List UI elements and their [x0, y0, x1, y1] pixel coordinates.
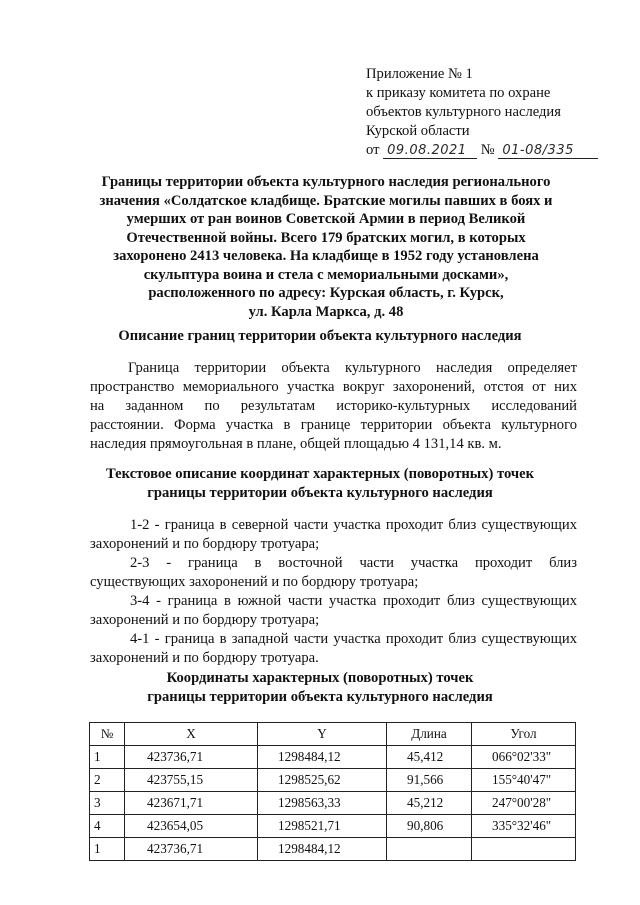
appendix-line: к приказу комитета по охране: [366, 85, 551, 101]
paragraph-line: пространство мемориального участка вокруг захоронений, отстоя от них: [90, 379, 577, 395]
title-line: ул. Карла Маркса, д. 48: [248, 303, 404, 320]
table-row: [90, 838, 576, 861]
section-heading: [64, 465, 576, 503]
title-line: Отечественной войны. Всего 179 братских могил, в которых: [126, 229, 526, 246]
paragraph-line: захоронений и по бордюру тротуара;: [90, 612, 320, 628]
paragraph-line: захоронений и по бордюру тротуара.: [90, 650, 319, 666]
column-header: Угол: [472, 723, 576, 746]
title-line: умерших от ран воинов Советской Армии в период Великой: [126, 211, 526, 227]
paragraph-line: 4-1 - граница в западной части участка проходит близ существующих: [130, 631, 577, 647]
column-header: Y: [258, 723, 387, 746]
paragraph-line: Граница территории объекта культурного наследия определяет: [128, 360, 577, 376]
title-line: расположенного по адресу: Курская область, г. Курск,: [148, 285, 504, 301]
order-date-number: [366, 141, 616, 160]
cell-point: 4: [90, 815, 125, 838]
column-header: X: [125, 723, 258, 746]
cell-x: 423654,05: [125, 815, 258, 838]
document-title: [84, 173, 568, 321]
heading-line: Координаты характерных (поворотных) точек: [166, 670, 474, 686]
section-heading: [64, 327, 576, 346]
cell-point: 1: [90, 746, 125, 769]
cell-length: 90,806: [387, 815, 472, 838]
cell-length: 45,412: [387, 746, 472, 769]
cell-x: 423755,15: [125, 769, 258, 792]
points-description: [90, 516, 577, 668]
title-line: значения «Солдатское кладбище. Братские могилы павших в боях и: [99, 192, 553, 209]
cell-length: [387, 838, 472, 861]
cell-angle: 247°00'28": [472, 792, 576, 815]
boundary-description: [90, 359, 577, 454]
appendix-line: Приложение № 1: [366, 66, 473, 82]
paragraph-line: 3-4 - граница в южной части участка проходит близ существующих: [130, 593, 577, 609]
cell-length: 91,566: [387, 769, 472, 792]
cell-length: 45,212: [387, 792, 472, 815]
heading-line: Описание границ территории объекта культурного наследия: [118, 328, 522, 344]
title-line: Границы территории объекта культурного наследия регионального: [101, 174, 551, 190]
heading-line: границы территории объекта культурного наследия: [147, 485, 493, 501]
table-row: [90, 792, 576, 815]
cell-x: 423736,71: [125, 746, 258, 769]
appendix-line: Курской области: [366, 123, 470, 139]
cell-y: 1298484,12: [258, 746, 387, 769]
column-header: Длина: [387, 723, 472, 746]
cell-angle: 335°32'46": [472, 815, 576, 838]
cell-angle: 066°02'33": [472, 746, 576, 769]
cell-point: 2: [90, 769, 125, 792]
table-row: [90, 746, 576, 769]
cell-y: 1298525,62: [258, 769, 387, 792]
column-header: №: [90, 723, 125, 746]
cell-y: 1298521,71: [258, 815, 387, 838]
paragraph-line: 2-3 - граница в восточной части участка проходит близ: [130, 555, 577, 571]
paragraph-line: захоронений и по бордюру тротуара;: [90, 536, 320, 552]
cell-angle: [472, 838, 576, 861]
appendix-line: объектов культурного наследия: [366, 104, 561, 120]
cell-x: 423736,71: [125, 838, 258, 861]
date-prefix: от: [366, 142, 380, 158]
paragraph-line: 1-2 - граница в северной части участка проходит близ существующих: [130, 517, 577, 533]
heading-line: Текстовое описание координат характерных (поворотных) точек: [106, 466, 534, 482]
number-prefix: №: [480, 142, 495, 158]
cell-angle: 155°40'47": [472, 769, 576, 792]
paragraph-line: расстоянии. Форма участка в границе территории объекта культурного: [90, 417, 577, 433]
coordinates-table: [89, 722, 576, 861]
heading-line: границы территории объекта культурного наследия: [147, 689, 493, 705]
paragraph-line: наследия прямоугольная в плане, общей площадью 4 131,14 кв. м.: [90, 436, 502, 452]
title-line: скульптура воина и стела с мемориальными досками»,: [143, 266, 509, 283]
title-line: захоронено 2413 человека. На кладбище в 1952 году установлена: [113, 248, 539, 264]
paragraph-line: существующих захоронений и по бордюру тротуара;: [90, 574, 419, 590]
order-number: 01-08/335: [498, 144, 598, 159]
table-row: [90, 769, 576, 792]
cell-point: 3: [90, 792, 125, 815]
appendix-block: [366, 65, 616, 160]
cell-y: 1298563,33: [258, 792, 387, 815]
cell-point: 1: [90, 838, 125, 861]
order-date: 09.08.2021: [383, 144, 477, 159]
paragraph-line: на заданном по результатам историко-культурных исследований: [90, 398, 577, 414]
table-row: [90, 815, 576, 838]
cell-y: 1298484,12: [258, 838, 387, 861]
section-heading: [64, 669, 576, 707]
cell-x: 423671,71: [125, 792, 258, 815]
table-header-row: [90, 723, 576, 746]
